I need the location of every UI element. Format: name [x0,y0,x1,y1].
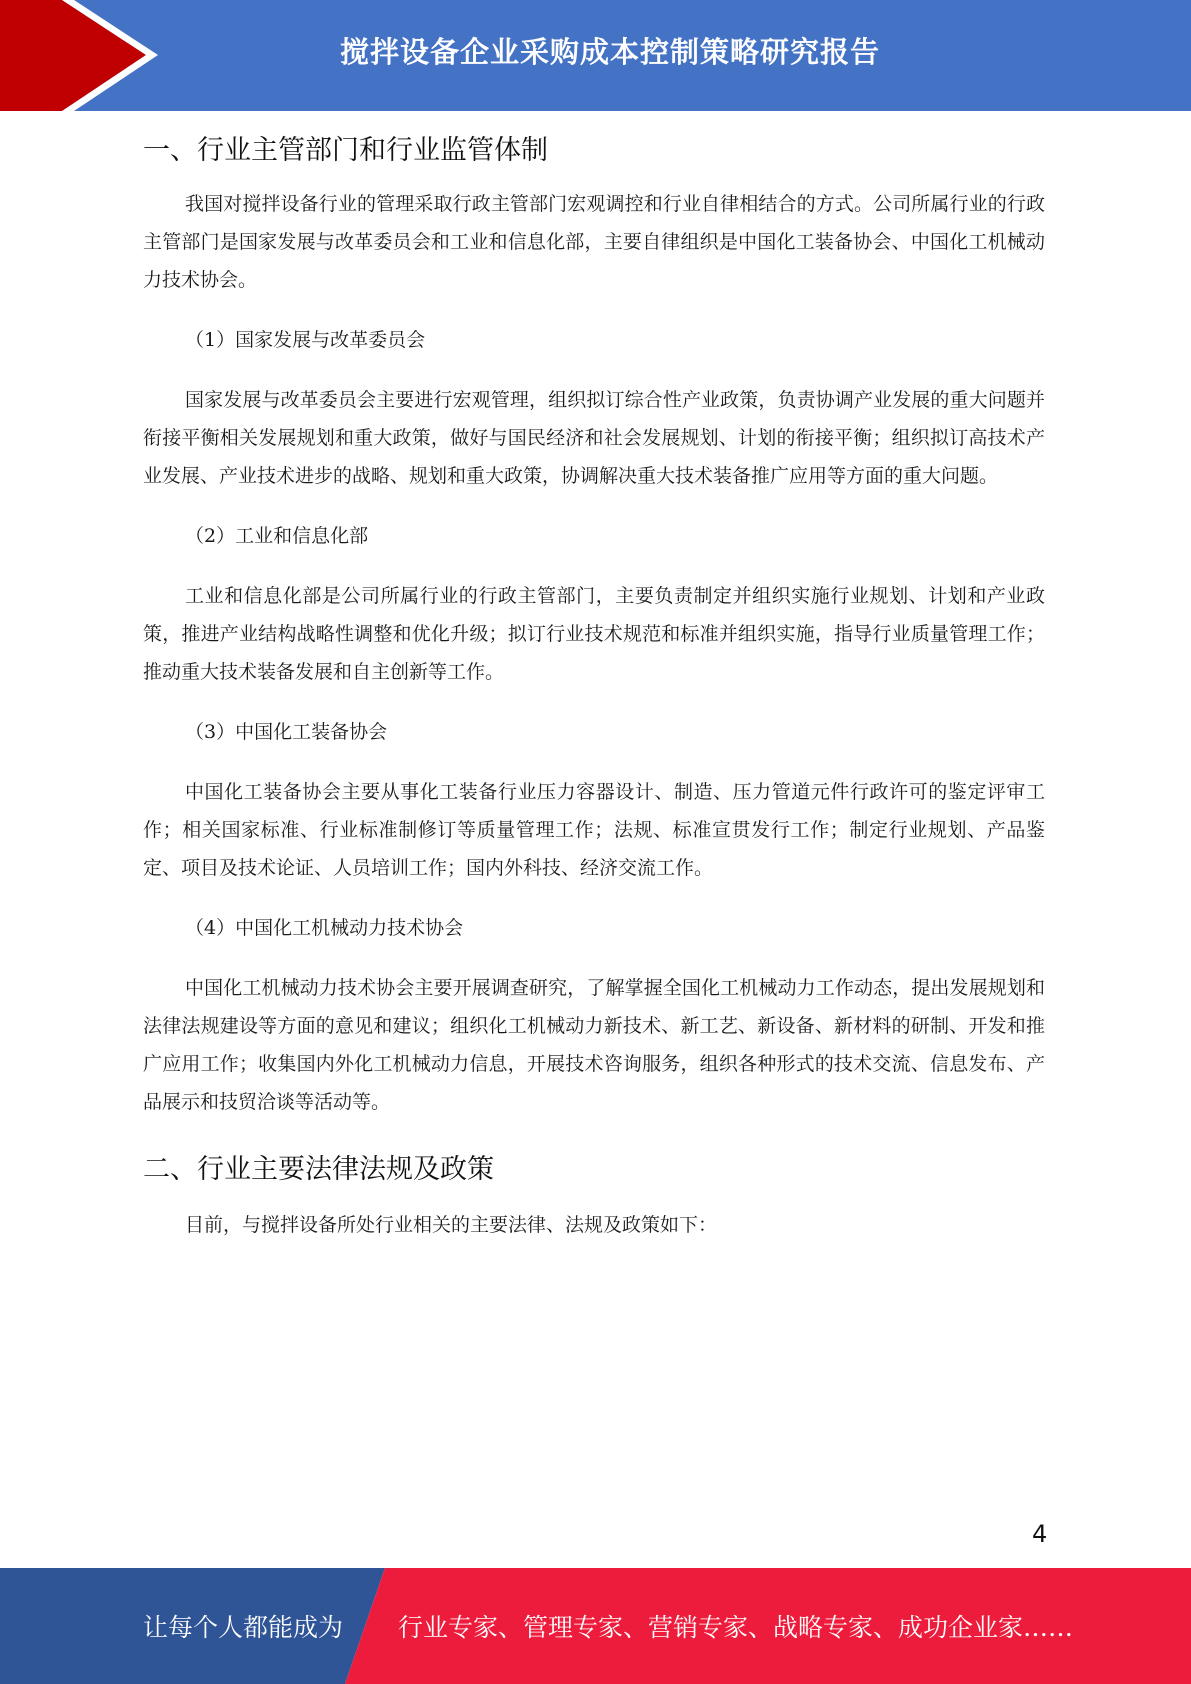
item-3-text: 中国化工装备协会主要从事化工装备行业压力容器设计、制造、压力管道元件行政许可的鉴定评审工作；相关国家标准、行业标准制修订等质量管理工作；法规、标准宣贯发行工作；制定行业规划、产品鉴定、项目及技术论证、人员培训工作；国内外科技、经济交流工作。 [143,781,1045,879]
footer-slogan-right: 行业专家、管理专家、营销专家、战略专家、成功企业家…… [398,1613,1074,1642]
item-4-text: 中国化工机械动力技术协会主要开展调查研究，了解掌握全国化工机械动力工作动态，提出发展规划和法律法规建设等方面的意见和建议；组织化工机械动力新技术、新工艺、新设备、新材料的研制、开发和推广应用工作；收集国内外化工机械动力信息，开展技术咨询服务，组织各种形式的技术交流、信息发布、产品展示和技贸洽谈等活动等。 [143,977,1045,1113]
item-1-text: 国家发展与改革委员会主要进行宏观管理，组织拟订综合性产业政策，负责协调产业发展的重大问题并衔接平衡相关发展规划和重大政策，做好与国民经济和社会发展规划、计划的衔接平衡；组织拟订高技术产业发展、产业技术进步的战略、规划和重大政策，协调解决重大技术装备推广应用等方面的重大问题。 [143,389,1045,487]
section-1-intro: 我国对搅拌设备行业的管理采取行政主管部门宏观调控和行业自律相结合的方式。公司所属行业的行政主管部门是国家发展与改革委员会和工业和信息化部，主要自律组织是中国化工装备协会、中国化工机械动力技术协会。 [143,193,1045,291]
page-footer [0,1568,1191,1684]
page-content [143,128,1045,1244]
item-3-title: （3）中国化工装备协会 [185,721,388,743]
item-2-text: 工业和信息化部是公司所属行业的行政主管部门，主要负责制定并组织实施行业规划、计划和产业政策，推进产业结构战略性调整和优化升级；拟订行业技术规范和标准并组织实施，指导行业质量管理工作；推动重大技术装备发展和自主创新等工作。 [143,585,1045,683]
section-2-intro: 目前，与搅拌设备所处行业相关的主要法律、法规及政策如下： [185,1214,718,1236]
footer-slogan-left: 让每个人都能成为 [143,1613,344,1642]
page-number: 4 [1032,1520,1048,1548]
item-2-title: （2）工业和信息化部 [185,525,369,547]
item-4-title: （4）中国化工机械动力技术协会 [185,917,464,939]
section-2-heading: 二、行业主要法律法规及政策 [143,1154,494,1185]
section-1-heading: 一、行业主管部门和行业监管体制 [143,135,548,166]
item-1-title: （1）国家发展与改革委员会 [185,329,426,351]
page-header [0,0,1191,111]
report-title: 搅拌设备企业采购成本控制策略研究报告 [339,34,880,69]
